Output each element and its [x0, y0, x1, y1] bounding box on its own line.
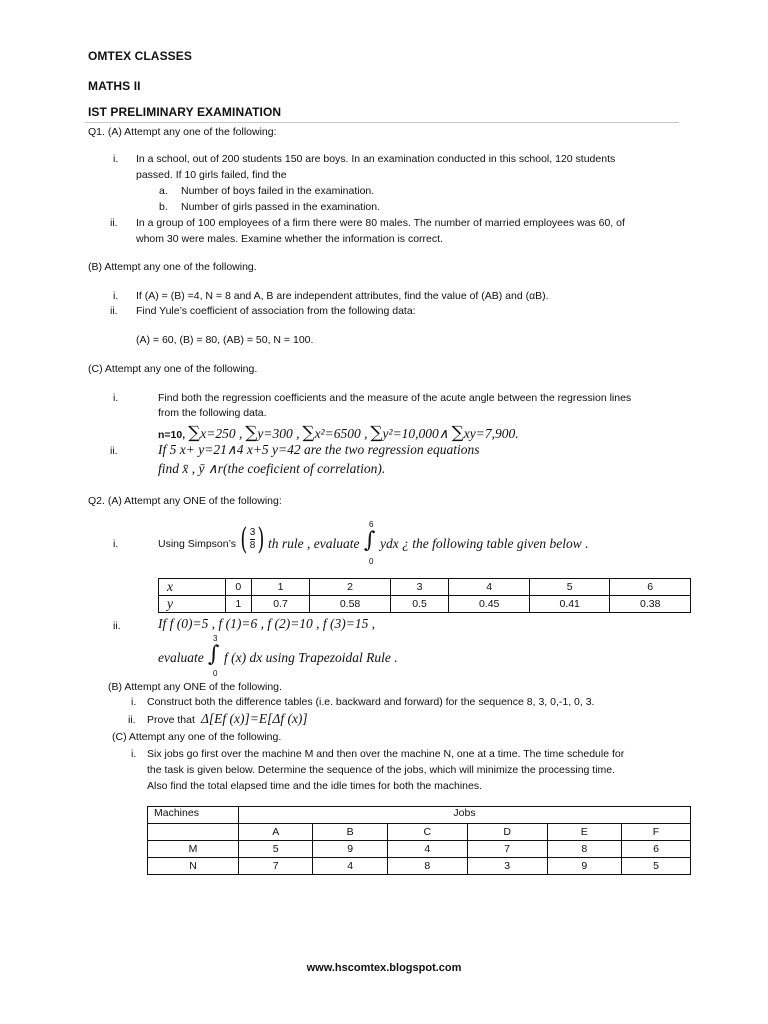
jobs-table [147, 806, 691, 875]
job-label: E [547, 824, 621, 841]
table-cell: x [159, 579, 226, 596]
table-cell: 5 [529, 579, 610, 596]
integral-icon: ∫ [208, 642, 220, 667]
q2-b-i: Construct both the difference tables (i.e. backward and forward) for the sequence 8, 3, 0,-1, 0, 3. [147, 696, 595, 708]
q1-a-title: Q1. (A) Attempt any one of the following: [88, 126, 277, 138]
machine-label: M [148, 841, 239, 858]
q2-b-ii-prefix: Prove that [147, 714, 195, 726]
q2-b-ii-math: Δ[Ef (x)]=E[Δf (x)] [201, 711, 308, 726]
q2-a-i-num: i. [113, 538, 119, 550]
header-divider [85, 122, 679, 123]
table-cell: 8 [387, 858, 467, 875]
q1-b-ii-data: (A) = 60, (B) = 80, (AB) = 50, N = 100. [136, 334, 314, 346]
table-cell: 0.5 [390, 596, 449, 613]
sigma-icon: ∑ [188, 423, 201, 443]
table-cell: 3 [390, 579, 449, 596]
q1-b-title: (B) Attempt any one of the following. [88, 261, 257, 273]
q1-a-i-b: Number of girls passed in the examination. [181, 201, 381, 213]
q1-c-ii-num: ii. [110, 445, 118, 457]
xy-table [158, 578, 691, 613]
sigma-icon: ∑ [451, 423, 464, 443]
table-row [159, 596, 691, 613]
q2-a-i-prefix: Using Simpson’s [158, 538, 237, 550]
machine-label: N [148, 858, 239, 875]
q2-c-title: (C) Attempt any one of the following. [112, 731, 282, 743]
sum-x: x=250 , [200, 426, 243, 441]
q1-a-i-b-num: b. [159, 201, 168, 213]
q2-c-i-line3: Also find the total elapsed time and the idle times for both the machines. [147, 780, 483, 792]
table-row [148, 807, 691, 824]
sum-xy: xy=7,900. [463, 426, 519, 441]
integral-lower-limit: 0 [213, 669, 218, 678]
table-cell: 0 [226, 579, 252, 596]
job-label: A [239, 824, 313, 841]
table-cell [148, 824, 239, 841]
q1-c-i-num: i. [113, 392, 119, 404]
job-label: D [467, 824, 547, 841]
q2-b-ii-num: ii. [128, 714, 136, 726]
q1-c-ii-line1: If 5 x+ y=21∧4 x+5 y=42 are the two regression equations [158, 442, 480, 457]
table-cell: 0.7 [251, 596, 310, 613]
machines-header: Machines [148, 807, 239, 824]
table-cell: 5 [622, 858, 691, 875]
table-cell: 0.58 [310, 596, 391, 613]
table-cell: 0.41 [529, 596, 610, 613]
integral-lower-limit: 0 [369, 557, 374, 566]
sum-x2: x²=6500 , [314, 426, 368, 441]
table-cell: 9 [547, 858, 621, 875]
left-paren: ( [240, 522, 248, 557]
q1-c-i-sums [158, 423, 519, 443]
q1-c-i-line1: Find both the regression coefficients and the measure of the acute angle between the regression lines [158, 392, 632, 404]
q1-a-ii-line2: whom 30 were males. Examine whether the information is correct. [136, 233, 443, 245]
q1-a-i-line1: In a school, out of 200 students 150 are boys. In an examination conducted in this school, 120 students [136, 153, 616, 165]
table-cell: 1 [251, 579, 310, 596]
q2-c-i-num: i. [131, 748, 137, 760]
sigma-icon: ∑ [245, 423, 258, 443]
q1-c-i-line2: from the following data. [158, 407, 267, 419]
table-cell: 7 [467, 841, 547, 858]
table-row [148, 858, 691, 875]
fraction-denominator: 8 [249, 540, 256, 551]
q2-a-ii-post: f (x) dx using Trapezoidal Rule . [224, 650, 398, 665]
table-cell: 3 [467, 858, 547, 875]
q1-a-i-a-num: a. [159, 185, 168, 197]
job-label: F [622, 824, 691, 841]
sigma-icon: ∑ [370, 423, 383, 443]
q1-b-ii: Find Yule’s coefficient of association from the following data: [136, 305, 416, 317]
q2-b-i-num: i. [131, 696, 137, 708]
integral-upper-limit: 3 [213, 634, 218, 643]
job-label: C [387, 824, 467, 841]
table-cell: 4 [387, 841, 467, 858]
table-cell: 2 [310, 579, 391, 596]
q1-b-i: If (A) = (B) =4, N = 8 and A, B are independent attributes, find the value of (AB) and (αB). [136, 290, 549, 302]
table-cell: 0.45 [449, 596, 530, 613]
q2-c-i-line2: the task is given below. Determine the sequence of the jobs, which will minimize the processing time. [147, 764, 616, 776]
job-label: B [313, 824, 387, 841]
q1-b-ii-num: ii. [110, 305, 118, 317]
q1-a-i-line2: passed. If 10 girls failed, find the [136, 169, 287, 181]
table-cell: 6 [610, 579, 691, 596]
q1-b-i-num: i. [113, 290, 119, 302]
jobs-header: Jobs [239, 807, 691, 824]
integral-upper-limit: 6 [369, 520, 374, 529]
q1-a-ii-line1: In a group of 100 employees of a firm there were 80 males. The number of married employees was 60, of [136, 217, 625, 229]
footer-url[interactable]: www.hscomtex.blogspot.com [306, 962, 462, 974]
q1-c-title: (C) Attempt any one of the following. [88, 363, 258, 375]
n-value: n=10, [158, 429, 186, 442]
institute-title: OMTEX CLASSES [88, 49, 192, 63]
q2-a-title: Q2. (A) Attempt any ONE of the following: [88, 495, 282, 507]
q1-a-i-num: i. [113, 153, 119, 165]
table-cell: 9 [313, 841, 387, 858]
sum-y: y=300 , [257, 426, 300, 441]
q2-b-title: (B) Attempt any ONE of the following. [108, 681, 282, 693]
table-row [148, 841, 691, 858]
q1-a-i-a: Number of boys failed in the examination. [181, 185, 375, 197]
table-cell: 7 [239, 858, 313, 875]
fraction [250, 527, 256, 552]
q2-a-i-suffix: ydx ¿ the following table given below . [380, 536, 589, 551]
table-cell: 8 [547, 841, 621, 858]
q2-a-ii-line1: If f (0)=5 , f (1)=6 , f (2)=10 , f (3)=15 , [158, 616, 376, 631]
exam-title: IST PRELIMINARY EXAMINATION [88, 105, 282, 119]
table-cell: y [159, 596, 226, 613]
q1-a-ii-num: ii. [110, 217, 118, 229]
table-cell: 1 [226, 596, 252, 613]
table-row [159, 579, 691, 596]
fraction-numerator: 3 [249, 527, 256, 538]
simpson-fraction [238, 522, 267, 557]
table-cell: 5 [239, 841, 313, 858]
q2-a-ii-num: ii. [113, 620, 121, 632]
table-row [148, 824, 691, 841]
q2-a-ii-pre: evaluate [158, 650, 204, 665]
table-cell: 6 [622, 841, 691, 858]
q2-c-i-line1: Six jobs go first over the machine M and then over the machine N, one at a time. The time schedule for [147, 748, 625, 760]
subject-title: MATHS II [88, 79, 141, 93]
table-cell: 4 [449, 579, 530, 596]
q2-a-i-mid: th rule , evaluate [268, 536, 360, 551]
sigma-icon: ∑ [302, 423, 315, 443]
right-paren: ) [257, 522, 265, 557]
sum-y2: y²=10,000∧ [382, 426, 449, 441]
table-cell: 4 [313, 858, 387, 875]
q1-c-ii-line2: find x̄ , ȳ ∧r(the coeficient of correlation). [158, 461, 386, 476]
integral-icon: ∫ [364, 528, 376, 553]
table-cell: 0.38 [610, 596, 691, 613]
